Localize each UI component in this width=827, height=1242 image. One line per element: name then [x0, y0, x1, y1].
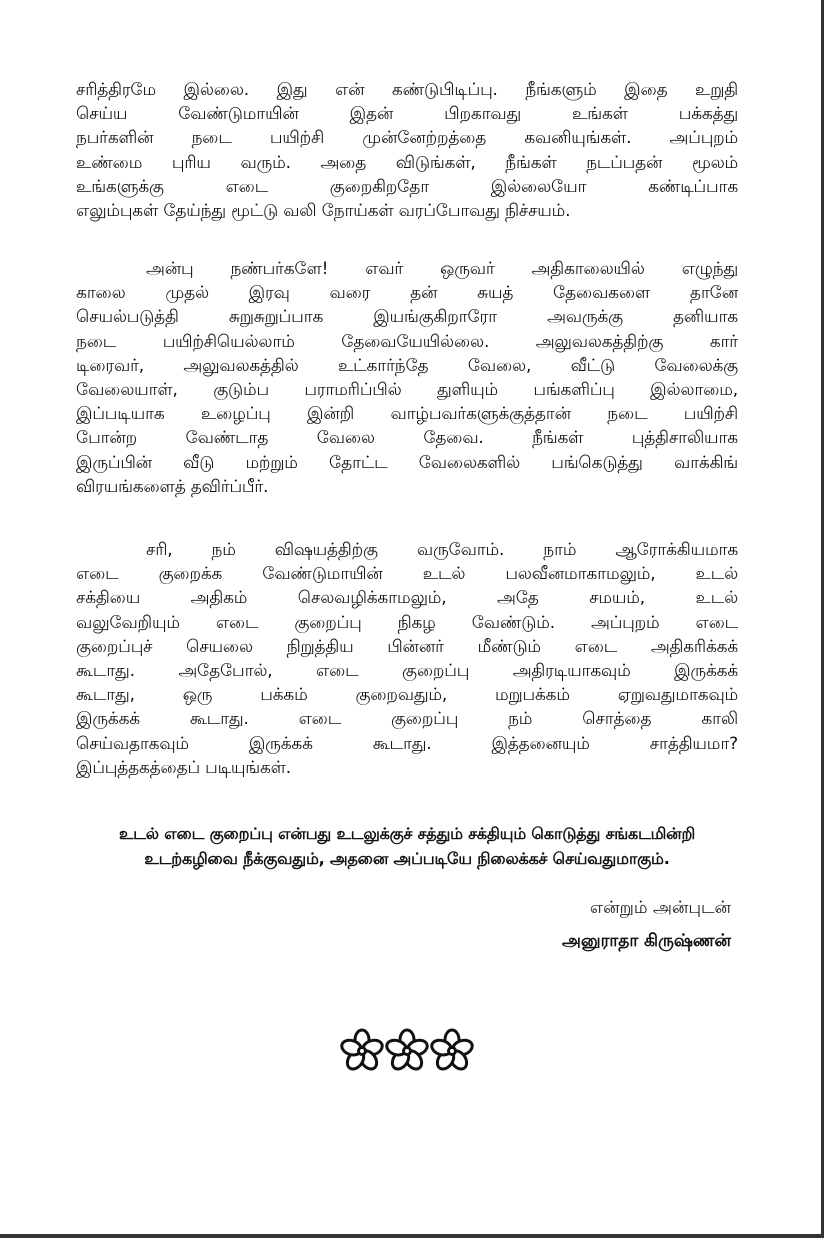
text-line: சரி, நம் விஷயத்திற்கு வருவோம். நாம் ஆரோக்கியமாக — [146, 540, 738, 560]
text-line: காலை முதல் இரவு வரை தன் சுயத் தேவைகளை தானே — [76, 283, 738, 304]
paragraph — [76, 538, 738, 780]
text-line: சரித்திரமே இல்லை. இது என் கண்டுபிடிப்பு. நீங்களும் இதை உறுதி — [76, 80, 738, 100]
text-line: குறைப்புச் செயலை நிறுத்திய பின்னர் மீண்டும் எடை அதிகரிக்கக் — [76, 636, 738, 657]
text-line: டிரைவர், அலுவலகத்தில் உட்கார்ந்தே வேலை, வீட்டு வேலைக்கு — [76, 355, 738, 376]
text-line: அன்பு நண்பர்களே! எவர் ஒருவர் அதிகாலையில் எழுந்து — [146, 259, 738, 279]
text-line: எடை குறைக்க வேண்டுமாயின் உடல் பலவீனமாகாமலும், உடல் — [76, 564, 738, 585]
text-line: சக்தியை அதிகம் செலவழிக்காமலும், அதே சமயம், உடல் — [76, 588, 738, 609]
text-line: உங்களுக்கு எடை குறைகிறதோ இல்லையோ கண்டிப்பாக — [76, 176, 738, 197]
text-line: செய்ய வேண்டுமாயின் இதன் பிறகாவது உங்கள் பக்கத்து — [76, 104, 738, 125]
paragraph — [76, 78, 738, 223]
text-line: இப்புத்தகத்தைப் படியுங்கள். — [76, 757, 292, 778]
text-line: இருக்கக் கூடாது. எடை குறைப்பு நம் சொத்தை காலி — [76, 709, 738, 730]
text-line: நடை பயிற்சியெல்லாம் தேவையேயில்லை. அலுவலகத்திற்கு கார் — [76, 331, 738, 352]
text-line: வேலையாள், குடும்ப பராமரிப்பில் துளியும் பங்களிப்பு இல்லாமை, — [76, 379, 738, 400]
closing-quote — [76, 821, 738, 871]
text-line: கூடாது, ஒரு பக்கம் குறைவதும், மறுபக்கம் ஏறுவதுமாகவும் — [76, 685, 738, 706]
text-line: நபர்களின் நடை பயிற்சி முன்னேற்றத்தை கவனியுங்கள். அப்புறம் — [76, 128, 738, 149]
text-line: கூடாது. அதேபோல், எடை குறைப்பு அதிரடியாகவும் இருக்கக் — [76, 660, 738, 681]
text-line: இப்படியாக உழைப்பு இன்றி வாழ்பவர்களுக்குத்தான் நடை பயிற்சி — [76, 404, 738, 425]
text-line: இருப்பின் வீடு மற்றும் தோட்ட வேலைகளில் பங்கெடுத்து வாக்கிங் — [76, 452, 738, 473]
text-line: போன்ற வேண்டாத வேலை தேவை. நீங்கள் புத்திசாலியாக — [76, 428, 738, 449]
paragraph — [76, 257, 738, 499]
text-line: வலுவேறியும் எடை குறைப்பு நிகழ வேண்டும். அப்புறம் எடை — [76, 612, 738, 633]
quote-line: உடற்கழிவை நீக்குவதும், அதனை அப்படியே நிலைக்கச் செய்வதுமாகும். — [144, 849, 670, 868]
text-line: செயல்படுத்தி சுறுசுறுப்பாக இயங்குகிறாரோ அவருக்கு தனியாக — [76, 307, 738, 328]
flower-ornament-icon — [340, 1028, 474, 1074]
signoff-text: என்றும் அன்புடன் — [589, 898, 731, 918]
text-line: விரயங்களைத் தவிர்ப்பீர். — [76, 476, 269, 497]
text-line: எலும்புகள் தேய்ந்து மூட்டு வலி நோய்கள் வரப்போவது நிச்சயம். — [76, 200, 571, 221]
text-line: செய்வதாகவும் இருக்கக் கூடாது. இத்தனையும் சாத்தியமா? — [76, 733, 738, 754]
quote-line: உடல் எடை குறைப்பு என்பது உடலுக்குச் சத்தும் சக்தியும் கொடுத்து சங்கடமின்றி — [118, 824, 696, 843]
author-name: அனுராதா கிருஷ்ணன் — [562, 931, 731, 951]
text-line: உண்மை புரிய வரும். அதை விடுங்கள், நீங்கள் நடப்பதன் மூலம் — [76, 152, 738, 173]
